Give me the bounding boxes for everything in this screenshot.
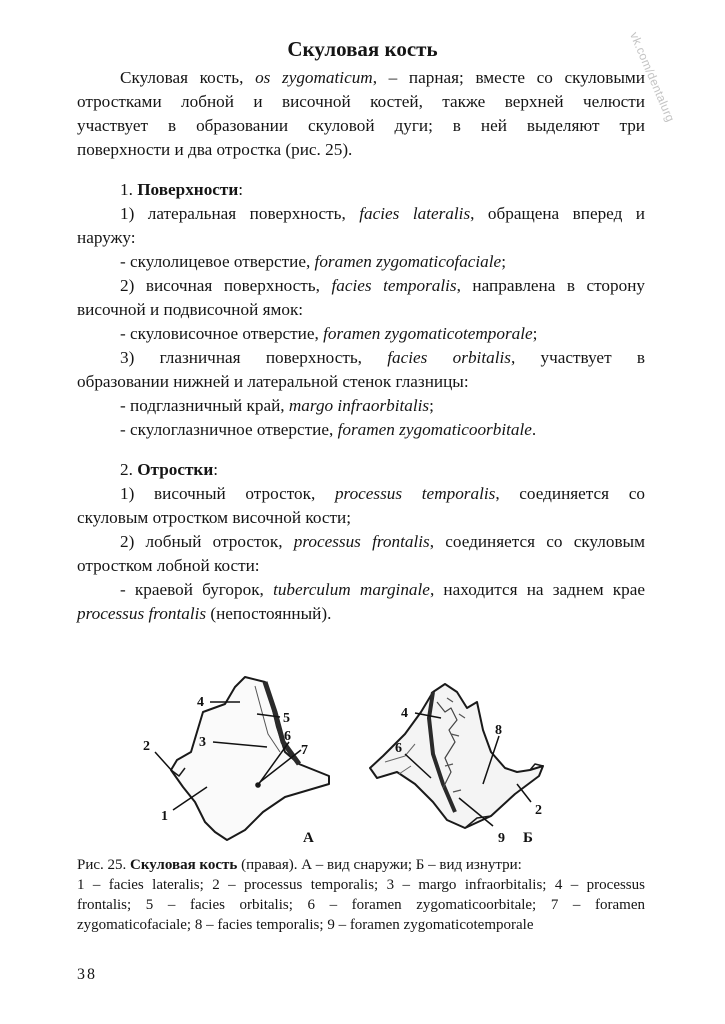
figure-label-4-b: 4 (401, 706, 408, 721)
surface-item: 1) латеральная поверхность, facies lateralis, обращена вперед и (120, 204, 645, 223)
section-heading-surfaces: 1. Поверхности: (120, 180, 244, 199)
page-title: Скуловая кость (287, 37, 438, 61)
intro-line: отростками лобной и височной костей, также верхней челюсти (77, 92, 645, 111)
figure-caption-line: frontalis; 5 – facies orbitalis; 6 – foramen zygomaticoorbitale; 7 – foramen (77, 897, 645, 913)
view-b-illustration (370, 684, 543, 828)
intro-line: участвует в образовании скуловой дуги; в ней выделяют три (77, 116, 645, 135)
figure-caption-line: zygomaticofaciale; 8 – facies temporalis; 9 – foramen zygomaticotemporale (77, 917, 534, 933)
surface-item: 3) глазничная поверхность, facies orbitalis, участвует в (120, 348, 645, 367)
surface-item: височной и подвисочной ямок: (77, 300, 304, 319)
surface-item: - скуловисочное отверстие, foramen zygomaticotemporale; (120, 324, 538, 343)
intro-line: Скуловая кость, os zygomaticum, – парная; вместе со скуловыми (120, 68, 646, 87)
process-item: 2) лобный отросток, processus frontalis, соединяется со скуловым (120, 532, 645, 551)
panel-label-b: Б (523, 830, 533, 846)
zygomatic-bone-figure (115, 672, 655, 854)
surface-item: наружу: (77, 228, 136, 247)
process-item: скуловым отростком височной кости; (77, 508, 351, 527)
surface-item: образовании нижней и латеральной стенок глазницы: (77, 372, 469, 391)
surface-item: - подглазничный край, margo infraorbitalis; (120, 396, 434, 415)
surface-item: - скулоглазничное отверстие, foramen zygomaticoorbitale. (120, 420, 537, 439)
surface-item: - скулолицевое отверстие, foramen zygomaticofaciale; (120, 252, 506, 271)
figure-label-9: 9 (498, 831, 505, 846)
process-item: processus frontalis (непостоянный). (77, 604, 332, 623)
process-item: отростком лобной кости: (77, 556, 260, 575)
figure-label-2-b: 2 (535, 803, 542, 818)
panel-label-a: А (303, 830, 314, 846)
figure-label-6-b: 6 (395, 741, 402, 756)
intro-line: поверхности и два отростка (рис. 25). (77, 140, 353, 159)
figure-label-8: 8 (495, 723, 502, 738)
figure-label-4: 4 (197, 695, 204, 710)
page-number: 38 (77, 966, 97, 983)
figure-caption-line: 1 – facies lateralis; 2 – processus temporalis; 3 – margo infraorbitalis; 4 – processus (77, 877, 645, 893)
figure-label-7: 7 (301, 743, 308, 758)
figure-label-1: 1 (161, 809, 168, 824)
figure-label-6: 6 (284, 729, 291, 744)
process-item: 1) височный отросток, processus temporalis, соединяется со (120, 484, 645, 503)
figure-label-5: 5 (283, 711, 290, 726)
surface-item: 2) височная поверхность, facies temporalis, направлена в сторону (120, 276, 646, 295)
watermark: vk.com/dentalurg (627, 30, 678, 125)
figure-label-3: 3 (199, 735, 206, 750)
view-a-illustration (171, 677, 329, 840)
process-item: - краевой бугорок, tuberculum marginale, находится на заднем крае (120, 580, 645, 599)
section-heading-processes: 2. Отростки: (120, 460, 219, 479)
figure-caption-title: Рис. 25. Скуловая кость (правая). А – вид снаружи; Б – вид изнутри: (77, 857, 522, 873)
figure-label-2: 2 (143, 739, 150, 754)
